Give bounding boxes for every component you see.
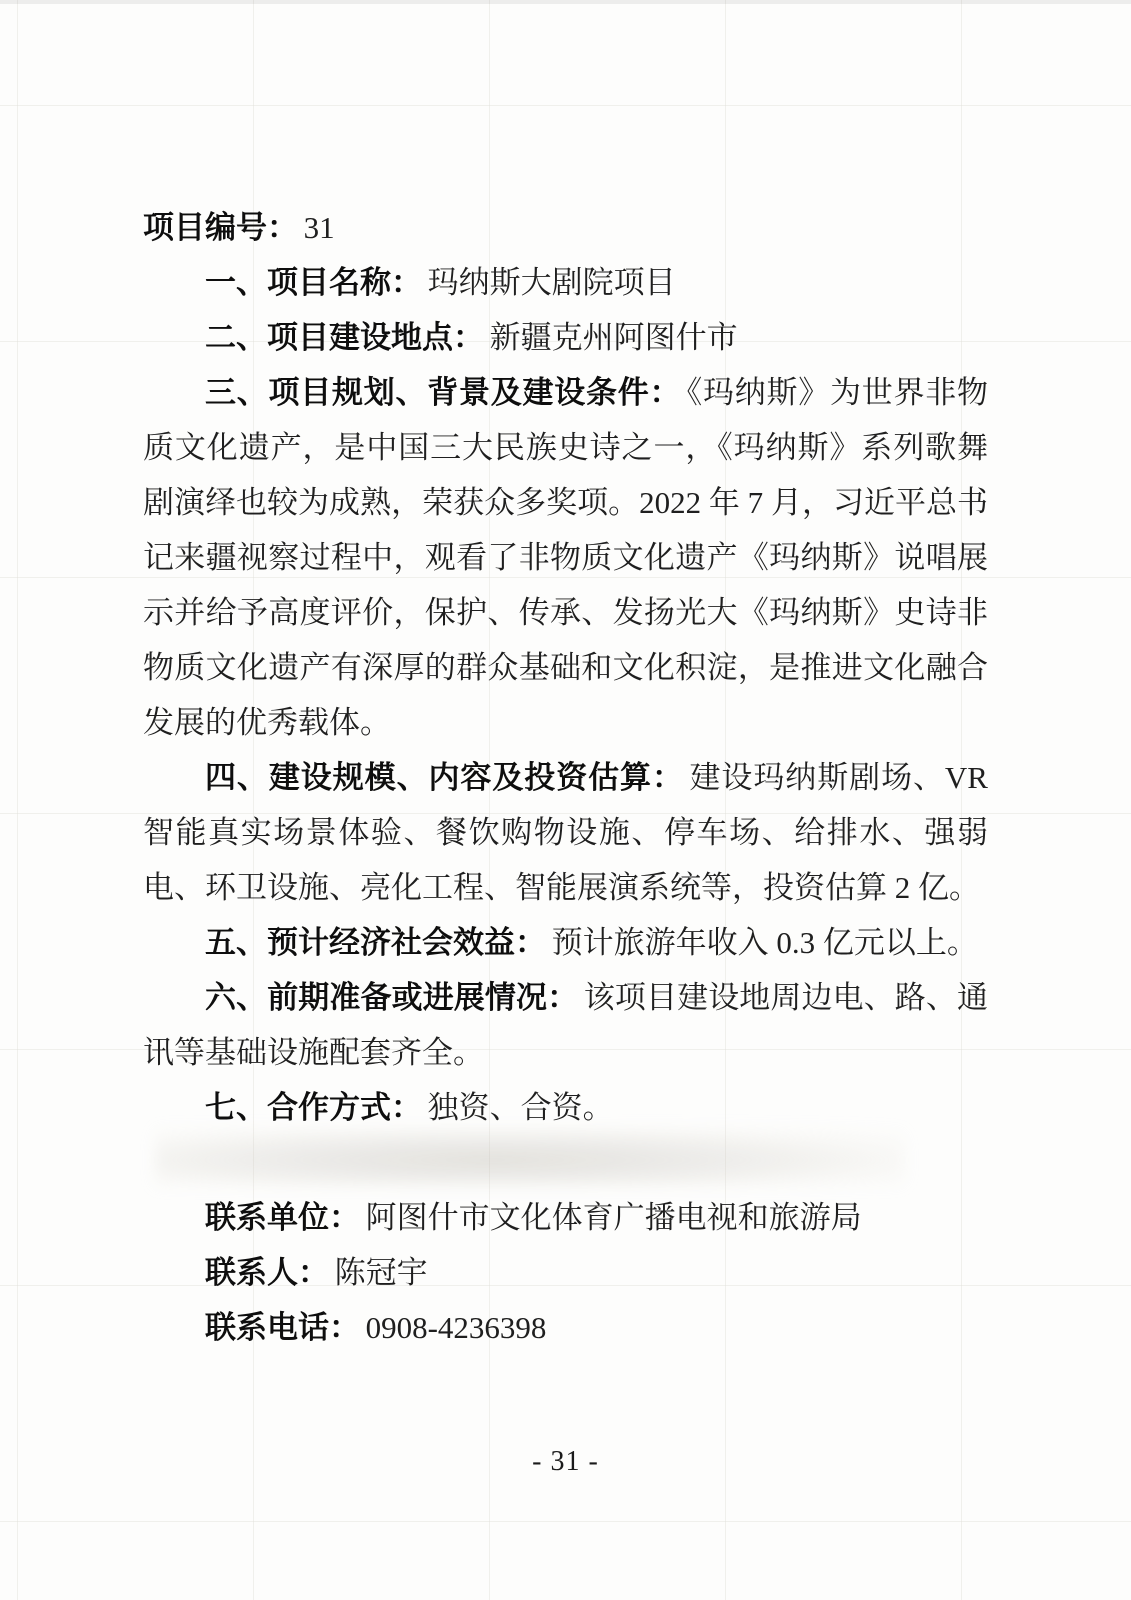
preparation-progress-label: 六、前期准备或进展情况： xyxy=(205,980,579,1015)
contact-unit-value: 阿图什市文化体育广播电视和旅游局 xyxy=(365,1200,862,1235)
preparation-progress-text: 该项目建设地周边电、路、通讯等基础设施配套齐全。 xyxy=(143,980,989,1070)
project-name-label: 一、项目名称： xyxy=(205,265,422,300)
paragraph-project-scale-investment xyxy=(143,750,988,915)
paragraph-cooperation-mode xyxy=(143,1080,988,1135)
economic-benefit-label: 五、预计经济社会效益： xyxy=(205,925,546,960)
contact-phone-line xyxy=(143,1300,988,1355)
paragraph-project-name xyxy=(143,255,988,310)
project-scale-text: 建设玛纳斯剧场、VR 智能真实场景体验、餐饮购物设施、停车场、给排水、强弱电、环卫设施、亮化工程、智能展演系统等，投资估算 2 亿。 xyxy=(143,760,988,905)
cooperation-mode-text: 独资、合资。 xyxy=(427,1090,614,1125)
document-body xyxy=(143,200,988,1355)
paragraph-project-location xyxy=(143,310,988,365)
project-background-label: 三、项目规划、背景及建设条件： xyxy=(205,375,682,410)
project-location-value: 新疆克州阿图什市 xyxy=(489,320,738,355)
project-scale-label: 四、建设规模、内容及投资估算： xyxy=(205,760,684,795)
contact-person-value: 陈冠宇 xyxy=(334,1255,428,1290)
paragraph-project-number xyxy=(143,200,988,255)
page-footer xyxy=(0,1446,1131,1478)
contact-block xyxy=(143,1190,988,1355)
project-location-label: 二、项目建设地点： xyxy=(205,320,484,355)
paragraph-economic-benefit xyxy=(143,915,988,970)
cooperation-mode-label: 七、合作方式： xyxy=(205,1090,422,1125)
paragraph-preparation-progress xyxy=(143,970,988,1080)
contact-phone-label: 联系电话： xyxy=(205,1310,360,1345)
contact-unit-label: 联系单位： xyxy=(205,1200,360,1235)
paragraph-project-background xyxy=(143,365,988,750)
contact-phone-value: 0908-4236398 xyxy=(365,1310,547,1345)
project-number-label: 项目编号： xyxy=(143,210,298,245)
project-background-text: 《玛纳斯》为世界非物质文化遗产，是中国三大民族史诗之一，《玛纳斯》系列歌舞剧演绎也较为成熟，荣获众多奖项。2022 年 7 月，习近平总书记来疆视察过程中，观看了非物质文化遗产《玛纳斯》说唱展示并给予高度评价，保护、传承、发扬光大《玛纳斯》史诗非物质文化遗产有深厚的群众基础和文化积淀，是推进文化融合发展的优秀载体。 xyxy=(143,375,989,740)
project-name-value: 玛纳斯大剧院项目 xyxy=(427,265,676,300)
page-number: - 31 - xyxy=(532,1446,599,1477)
contact-person-line xyxy=(143,1245,988,1300)
project-number-value: 31 xyxy=(303,210,335,245)
contact-unit-line xyxy=(143,1190,988,1245)
contact-person-label: 联系人： xyxy=(205,1255,329,1290)
economic-benefit-text: 预计旅游年收入 0.3 亿元以上。 xyxy=(551,925,978,960)
